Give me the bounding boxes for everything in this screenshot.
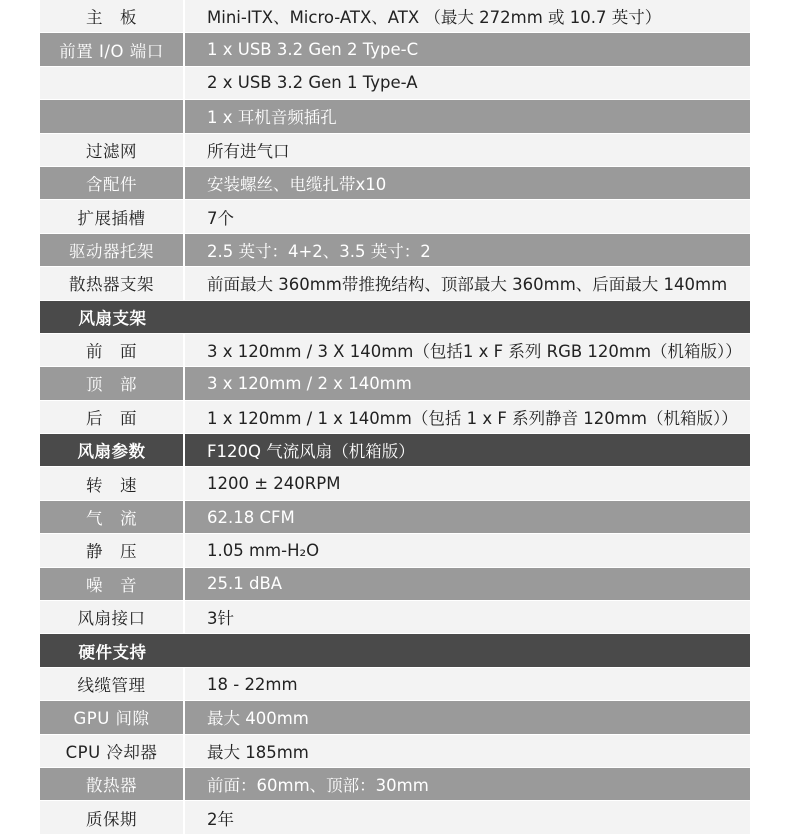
row-value: Mini-ITX、Micro-ATX、ATX （最大 272mm 或 10.7 英寸）: [207, 8, 662, 28]
row-label: GPU 间隙: [40, 701, 185, 733]
row-value: 18 - 22mm: [207, 674, 298, 694]
table-row: [40, 668, 750, 701]
row-label: 转 速: [40, 467, 185, 499]
table-row: [40, 401, 750, 434]
row-value: 前面最大 360mm带推挽结构、顶部最大 360mm、后面最大 140mm: [207, 275, 728, 295]
row-value: 7个: [207, 208, 234, 228]
row-value: 3 x 120mm / 2 x 140mm: [207, 373, 412, 393]
row-label: [40, 100, 185, 132]
table-row: [40, 267, 750, 300]
row-value: 最大 400mm: [207, 709, 309, 729]
row-label: 静 压: [40, 534, 185, 566]
table-row: [40, 467, 750, 500]
section-header-row: [40, 634, 750, 667]
table-row: [40, 234, 750, 267]
row-label: 顶 部: [40, 367, 185, 399]
row-label: 风扇参数: [40, 434, 185, 466]
row-label: CPU 冷却器: [40, 735, 185, 767]
spec-table: [40, 0, 750, 835]
row-value: 1.05 mm-H₂O: [207, 540, 320, 560]
table-row: [40, 33, 750, 66]
table-row: [40, 534, 750, 567]
row-value: [185, 634, 750, 666]
row-label: 含配件: [40, 167, 185, 199]
table-row: [40, 501, 750, 534]
row-value: 3 x 120mm / 3 X 140mm（包括1 x F 系列 RGB 120mm（机箱版））: [207, 342, 742, 362]
row-label: [40, 67, 185, 99]
row-label: 驱动器托架: [40, 234, 185, 266]
row-value: 1 x 耳机音频插孔: [207, 108, 337, 128]
row-label: 主 板: [40, 0, 185, 32]
row-value: 最大 185mm: [207, 742, 309, 762]
row-label: 过滤网: [40, 134, 185, 166]
table-row: [40, 801, 750, 834]
row-value: 2.5 英寸：4+2、3.5 英寸：2: [207, 241, 431, 261]
row-label: 气 流: [40, 501, 185, 533]
table-row: [40, 200, 750, 233]
row-value: 25.1 dBA: [207, 574, 283, 594]
row-label: 散热器: [40, 768, 185, 800]
table-row: [40, 367, 750, 400]
table-row: [40, 701, 750, 734]
row-value: 2 x USB 3.2 Gen 1 Type-A: [207, 73, 418, 93]
row-label: 扩展插槽: [40, 200, 185, 232]
row-value: 安装螺丝、电缆扎带x10: [207, 175, 387, 195]
table-row: [40, 768, 750, 801]
row-value: 1 x 120mm / 1 x 140mm（包括 1 x F 系列静音 120mm（机箱版））: [207, 408, 738, 428]
row-value: 2年: [207, 809, 234, 829]
row-label: 散热器支架: [40, 267, 185, 299]
table-row: [40, 0, 750, 33]
table-row: [40, 134, 750, 167]
table-row: [40, 100, 750, 133]
row-label: 线缆管理: [40, 668, 185, 700]
table-row: [40, 167, 750, 200]
sub-header-row: [40, 434, 750, 467]
row-value: 1200 ± 240RPM: [207, 474, 341, 494]
row-value: 前面：60mm、顶部：30mm: [207, 776, 429, 796]
row-value: [185, 301, 750, 333]
table-row: [40, 334, 750, 367]
section-header-row: [40, 301, 750, 334]
row-value: 所有进气口: [207, 141, 290, 161]
table-row: [40, 601, 750, 634]
row-label: 前 面: [40, 334, 185, 366]
table-row: [40, 568, 750, 601]
row-value: F120Q 气流风扇（机箱版）: [207, 442, 415, 462]
row-value: 3针: [207, 609, 234, 629]
row-label: 前置 I/O 端口: [40, 33, 185, 65]
row-label: 质保期: [40, 801, 185, 833]
section-title: 硬件支持: [78, 642, 147, 662]
table-row: [40, 735, 750, 768]
table-row: [40, 67, 750, 100]
section-title: 风扇支架: [78, 308, 147, 328]
row-label: 噪 音: [40, 568, 185, 600]
row-label: 风扇接口: [40, 601, 185, 633]
row-value: 1 x USB 3.2 Gen 2 Type-C: [207, 40, 419, 60]
row-value: 62.18 CFM: [207, 507, 295, 527]
row-label: 后 面: [40, 401, 185, 433]
